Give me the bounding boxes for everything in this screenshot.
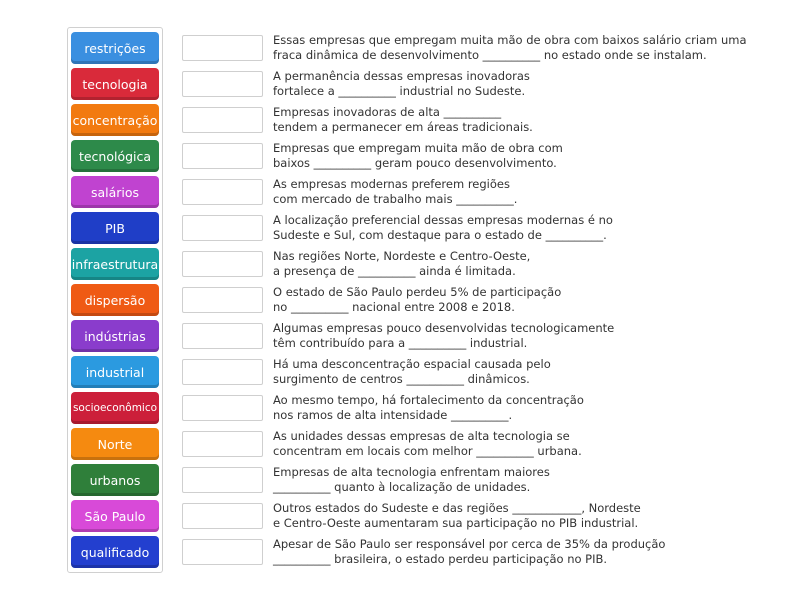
sentence-12 [273, 429, 753, 458]
sentence-line: nos ramos de alta intensidade __________. [273, 407, 513, 422]
drop-box-7[interactable] [182, 251, 263, 277]
word-tile-tecnologia[interactable]: tecnologia [71, 68, 159, 100]
drop-box-11[interactable] [182, 395, 263, 421]
sentence-line: no __________ nacional entre 2008 e 2018. [273, 299, 515, 314]
drop-box-9[interactable] [182, 323, 263, 349]
sentence-line: baixos __________ geram pouco desenvolvimento. [273, 155, 557, 170]
word-tile-concentracao[interactable]: concentração [71, 104, 159, 136]
sentence-line: tendem a permanecer em áreas tradicionais. [273, 119, 533, 134]
sentence-line: Há uma desconcentração espacial causada pelo [273, 357, 551, 371]
sentence-3 [273, 105, 753, 134]
sentence-line: fortalece a __________ industrial no Sudeste. [273, 83, 526, 98]
sentence-line: A permanência dessas empresas inovadoras [273, 69, 530, 83]
sentence-5 [273, 177, 753, 206]
sentence-1 [273, 33, 753, 62]
sentence-10 [273, 357, 753, 386]
word-tile-dispersao[interactable]: dispersão [71, 284, 159, 316]
sentence-line: surgimento de centros __________ dinâmicos. [273, 371, 530, 386]
sentence-line: Nas regiões Norte, Nordeste e Centro-Oeste, [273, 249, 531, 263]
sentence-line: a presença de __________ ainda é limitada. [273, 263, 516, 278]
sentence-9 [273, 321, 753, 350]
drop-box-10[interactable] [182, 359, 263, 385]
sentence-line: O estado de São Paulo perdeu 5% de participação [273, 285, 562, 299]
sentence-2 [273, 69, 753, 98]
sentence-line: As unidades dessas empresas de alta tecnologia se [273, 429, 570, 443]
sentence-line: Empresas de alta tecnologia enfrentam maiores [273, 465, 550, 479]
sentence-8 [273, 285, 753, 314]
sentence-line: e Centro-Oeste aumentaram sua participação no PIB industrial. [273, 515, 639, 530]
sentence-line: __________ quanto à localização de unidades. [273, 479, 531, 494]
sentence-line: __________ brasileira, o estado perdeu participação no PIB. [273, 551, 608, 566]
word-tile-restricoes[interactable]: restrições [71, 32, 159, 64]
sentence-line: Apesar de São Paulo ser responsável por cerca de 35% da produção [273, 537, 666, 551]
word-tile-urbanos[interactable]: urbanos [71, 464, 159, 496]
drop-box-8[interactable] [182, 287, 263, 313]
sentence-line: com mercado de trabalho mais __________. [273, 191, 518, 206]
word-tile-sao-paulo[interactable]: São Paulo [71, 500, 159, 532]
sentence-line: As empresas modernas preferem regiões [273, 177, 510, 191]
word-tile-tecnologica[interactable]: tecnológica [71, 140, 159, 172]
word-tile-industrial[interactable]: industrial [71, 356, 159, 388]
sentence-line: Algumas empresas pouco desenvolvidas tecnologicamente [273, 321, 615, 335]
word-tile-pib[interactable]: PIB [71, 212, 159, 244]
sentence-line: Sudeste e Sul, com destaque para o estado de __________. [273, 227, 607, 242]
drop-box-15[interactable] [182, 539, 263, 565]
sentence-4 [273, 141, 753, 170]
sentence-7 [273, 249, 753, 278]
drop-box-12[interactable] [182, 431, 263, 457]
sentence-line: têm contribuído para a __________ industrial. [273, 335, 528, 350]
drop-box-13[interactable] [182, 467, 263, 493]
word-tile-norte[interactable]: Norte [71, 428, 159, 460]
drop-box-5[interactable] [182, 179, 263, 205]
sentence-11 [273, 393, 753, 422]
sentence-line: Ao mesmo tempo, há fortalecimento da concentração [273, 393, 584, 407]
sentence-line: Empresas que empregam muita mão de obra com [273, 141, 563, 155]
sentence-13 [273, 465, 753, 494]
sentence-14 [273, 501, 753, 530]
sentence-6 [273, 213, 753, 242]
drop-box-2[interactable] [182, 71, 263, 97]
sentence-line: fraca dinâmica de desenvolvimento __________ no estado onde se instalam. [273, 47, 707, 62]
drop-box-6[interactable] [182, 215, 263, 241]
word-tile-industrias[interactable]: indústrias [71, 320, 159, 352]
sentence-line: Essas empresas que empregam muita mão de obra com baixos salário criam uma [273, 33, 747, 47]
drop-box-4[interactable] [182, 143, 263, 169]
word-tile-infraestrutura[interactable]: infraestrutura [71, 248, 159, 280]
sentence-line: Empresas inovadoras de alta __________ [273, 105, 502, 119]
sentence-line: concentram em locais com melhor __________ urbana. [273, 443, 582, 458]
drop-box-3[interactable] [182, 107, 263, 133]
word-tile-qualificado[interactable]: qualificado [71, 536, 159, 568]
word-tile-socioeconomico[interactable]: socioeconômico [71, 392, 159, 424]
sentence-line: Outros estados do Sudeste e das regiões ____________, Nordeste [273, 501, 641, 515]
word-tile-salarios[interactable]: salários [71, 176, 159, 208]
drop-box-1[interactable] [182, 35, 263, 61]
drop-box-14[interactable] [182, 503, 263, 529]
sentence-15 [273, 537, 753, 566]
sentence-line: A localização preferencial dessas empresas modernas é no [273, 213, 613, 227]
